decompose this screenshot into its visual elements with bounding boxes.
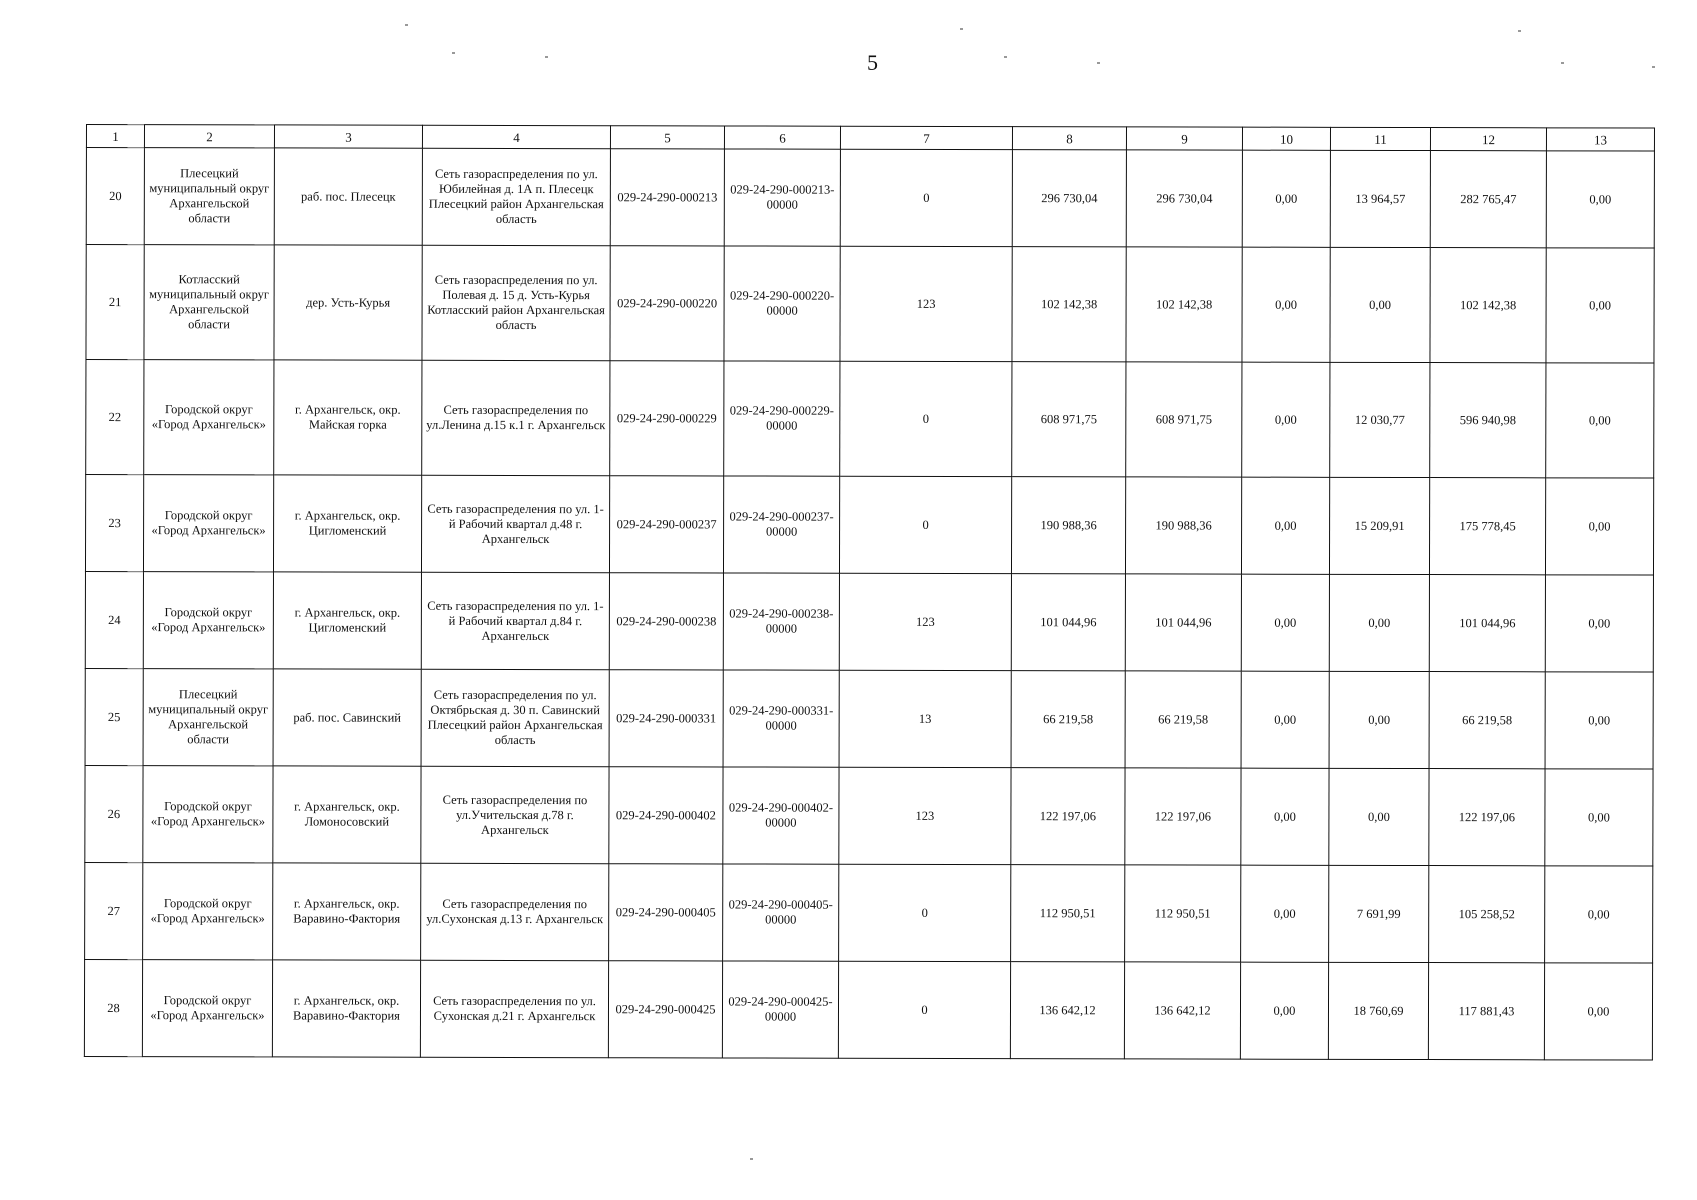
col7-cell: 0	[840, 361, 1012, 476]
row-number: 20	[86, 148, 144, 245]
assets-table	[84, 124, 1655, 1061]
col-header: 13	[1546, 128, 1654, 151]
col10-value-cell: 0,00	[1241, 671, 1329, 768]
account-number-cell: 029-24-290-000425-00000	[722, 961, 838, 1058]
col7-cell: 123	[839, 573, 1011, 670]
col9-value-cell: 66 219,58	[1125, 671, 1241, 768]
row-number: 26	[85, 765, 143, 862]
col-header: 4	[422, 125, 610, 148]
col11-value-cell: 0,00	[1329, 768, 1429, 865]
col10-value-cell: 0,00	[1242, 362, 1330, 477]
col13-value-cell: 0,00	[1545, 575, 1653, 672]
scan-speck	[1004, 56, 1007, 58]
col13-value-cell: 0,00	[1545, 769, 1653, 866]
object-name-cell: Сеть газораспределения по ул. 1-й Рабочий квартал д.84 г. Архангельск	[421, 572, 609, 669]
inventory-number-cell: 029-24-290-000238	[609, 573, 723, 670]
col10-value-cell: 0,00	[1241, 768, 1329, 865]
table-row	[85, 862, 1653, 963]
col7-cell: 0	[839, 476, 1011, 573]
scan-speck	[405, 24, 408, 26]
inventory-number-cell: 029-24-290-000405	[609, 864, 723, 961]
col12-value-cell: 102 142,38	[1430, 248, 1546, 363]
object-name-cell: Сеть газораспределения по ул.Сухонская д.13 г. Архангельск	[421, 863, 609, 960]
col12-value-cell: 596 940,98	[1430, 363, 1546, 478]
col-header: 7	[840, 126, 1012, 149]
col8-value-cell: 122 197,06	[1011, 768, 1125, 865]
scan-speck	[1097, 62, 1100, 64]
object-name-cell: Сеть газораспределения по ул. Юбилейная д. 1А п. Плесецк Плесецкий район Архангельская область	[422, 148, 610, 245]
locality-cell: г. Архангельск, окр. Варавино-Фактория	[273, 863, 421, 960]
col7-cell: 0	[838, 961, 1010, 1058]
inventory-number-cell: 029-24-290-000331	[609, 670, 723, 767]
page-number: 5	[867, 50, 878, 75]
row-number: 24	[85, 572, 143, 669]
scan-speck	[545, 56, 548, 58]
col9-value-cell: 190 988,36	[1125, 477, 1241, 574]
table-row	[85, 572, 1653, 673]
col10-value-cell: 0,00	[1240, 962, 1328, 1059]
col8-value-cell: 296 730,04	[1012, 150, 1126, 247]
object-name-cell: Сеть газораспределения по ул. 1-й Рабочий квартал д.48 г. Архангельск	[421, 475, 609, 572]
row-number: 22	[86, 360, 144, 475]
col13-value-cell: 0,00	[1545, 866, 1653, 963]
col13-value-cell: 0,00	[1546, 248, 1654, 363]
account-number-cell: 029-24-290-000331-00000	[723, 670, 839, 767]
col8-value-cell: 608 971,75	[1012, 362, 1126, 477]
locality-cell: раб. пос. Плесецк	[274, 148, 422, 245]
row-number: 27	[85, 862, 143, 959]
col-header: 9	[1126, 127, 1242, 150]
scan-speck	[960, 28, 963, 30]
col12-value-cell: 122 197,06	[1429, 769, 1545, 866]
locality-cell: дер. Усть-Курья	[274, 245, 422, 360]
col-header: 11	[1330, 127, 1430, 150]
col13-value-cell: 0,00	[1546, 363, 1654, 478]
inventory-number-cell: 029-24-290-000229	[610, 361, 724, 476]
table-row	[85, 668, 1653, 769]
municipality-cell: Городской округ «Город Архангельск»	[142, 960, 272, 1057]
municipality-cell: Городской округ «Город Архангельск»	[143, 572, 273, 669]
col9-value-cell: 112 950,51	[1125, 865, 1241, 962]
account-number-cell: 029-24-290-000405-00000	[723, 864, 839, 961]
municipality-cell: Котласский муниципальный округ Архангельской области	[144, 245, 274, 360]
object-name-cell: Сеть газораспределения по ул. Сухонская д.21 г. Архангельск	[420, 960, 608, 1057]
col-header: 3	[274, 125, 422, 148]
col11-value-cell: 7 691,99	[1329, 865, 1429, 962]
object-name-cell: Сеть газораспределения по ул. Октябрьская д. 30 п. Савинский Плесецкий район Архангельская область	[421, 669, 609, 766]
account-number-cell: 029-24-290-000402-00000	[723, 767, 839, 864]
col13-value-cell: 0,00	[1544, 963, 1652, 1060]
col11-value-cell: 0,00	[1330, 247, 1430, 362]
object-name-cell: Сеть газораспределения по ул.Ленина д.15 к.1 г. Архангельск	[422, 360, 610, 475]
locality-cell: г. Архангельск, окр. Ломоносовский	[273, 766, 421, 863]
col11-value-cell: 18 760,69	[1328, 962, 1428, 1059]
inventory-number-cell: 029-24-290-000237	[609, 476, 723, 573]
municipality-cell: Городской округ «Город Архангельск»	[143, 863, 273, 960]
col10-value-cell: 0,00	[1241, 865, 1329, 962]
table-row	[86, 245, 1654, 364]
locality-cell: г. Архангельск, окр. Цигломенский	[273, 475, 421, 572]
account-number-cell: 029-24-290-000229-00000	[724, 361, 840, 476]
locality-cell: г. Архангельск, окр. Майская горка	[274, 360, 422, 475]
col8-value-cell: 102 142,38	[1012, 247, 1126, 362]
col10-value-cell: 0,00	[1241, 574, 1329, 671]
col8-value-cell: 101 044,96	[1011, 574, 1125, 671]
col-header: 6	[724, 126, 840, 149]
municipality-cell: Плесецкий муниципальный округ Архангельской области	[143, 669, 273, 766]
locality-cell: г. Архангельск, окр. Варавино-Фактория	[272, 960, 420, 1057]
col9-value-cell: 136 642,12	[1124, 962, 1240, 1059]
col8-value-cell: 66 219,58	[1011, 671, 1125, 768]
col11-value-cell: 12 030,77	[1330, 362, 1430, 477]
row-number: 25	[85, 668, 143, 765]
scan-speck	[1652, 66, 1655, 68]
col12-value-cell: 175 778,45	[1429, 478, 1545, 575]
row-number: 23	[85, 475, 143, 572]
inventory-number-cell: 029-24-290-000213	[610, 149, 724, 246]
inventory-number-cell: 029-24-290-000220	[610, 246, 724, 361]
col7-cell: 0	[840, 149, 1012, 246]
row-number: 28	[84, 959, 142, 1056]
scan-speck	[452, 52, 455, 54]
scan-speck	[1561, 62, 1564, 64]
col9-value-cell: 608 971,75	[1126, 362, 1242, 477]
col10-value-cell: 0,00	[1242, 150, 1330, 247]
account-number-cell: 029-24-290-000213-00000	[724, 149, 840, 246]
municipality-cell: Городской округ «Город Архангельск»	[143, 766, 273, 863]
col9-value-cell: 296 730,04	[1126, 150, 1242, 247]
col11-value-cell: 13 964,57	[1330, 150, 1430, 247]
account-number-cell: 029-24-290-000220-00000	[724, 246, 840, 361]
col9-value-cell: 102 142,38	[1126, 247, 1242, 362]
col7-cell: 123	[839, 767, 1011, 864]
object-name-cell: Сеть газораспределения по ул.Учительская д.78 г. Архангельск	[421, 766, 609, 863]
col13-value-cell: 0,00	[1546, 151, 1654, 248]
col10-value-cell: 0,00	[1241, 477, 1329, 574]
locality-cell: раб. пос. Савинский	[273, 669, 421, 766]
col12-value-cell: 282 765,47	[1430, 151, 1546, 248]
municipality-cell: Плесецкий муниципальный округ Архангельской области	[144, 148, 274, 245]
municipality-cell: Городской округ «Город Архангельск»	[143, 475, 273, 572]
table-row	[85, 765, 1653, 866]
col7-cell: 13	[839, 670, 1011, 767]
row-number: 21	[86, 245, 144, 360]
col7-cell: 0	[839, 864, 1011, 961]
col-header: 5	[610, 126, 724, 149]
inventory-number-cell: 029-24-290-000402	[609, 767, 723, 864]
table-body	[84, 148, 1654, 1061]
col11-value-cell: 15 209,91	[1329, 477, 1429, 574]
col12-value-cell: 66 219,58	[1429, 672, 1545, 769]
col-header: 10	[1242, 127, 1330, 150]
locality-cell: г. Архангельск, окр. Цигломенский	[273, 572, 421, 669]
col10-value-cell: 0,00	[1242, 247, 1330, 362]
col13-value-cell: 0,00	[1545, 478, 1653, 575]
col9-value-cell: 101 044,96	[1125, 574, 1241, 671]
inventory-number-cell: 029-24-290-000425	[608, 961, 722, 1058]
account-number-cell: 029-24-290-000237-00000	[723, 476, 839, 573]
col-header: 8	[1012, 127, 1126, 150]
col-header: 2	[144, 125, 274, 148]
table-row	[84, 959, 1652, 1060]
col12-value-cell: 101 044,96	[1429, 575, 1545, 672]
account-number-cell: 029-24-290-000238-00000	[723, 573, 839, 670]
scan-speck	[750, 1158, 753, 1160]
object-name-cell: Сеть газораспределения по ул. Полевая д. 15 д. Усть-Курья Котласский район Архангельская область	[422, 245, 610, 360]
col12-value-cell: 117 881,43	[1428, 963, 1544, 1060]
table-row	[85, 475, 1653, 576]
col9-value-cell: 122 197,06	[1125, 768, 1241, 865]
col8-value-cell: 190 988,36	[1011, 477, 1125, 574]
table-row	[86, 360, 1654, 479]
col7-cell: 123	[840, 246, 1012, 361]
scan-speck	[1518, 30, 1521, 32]
col-header: 12	[1430, 128, 1546, 151]
col-header: 1	[86, 125, 144, 148]
col12-value-cell: 105 258,52	[1429, 866, 1545, 963]
table-row	[86, 148, 1654, 249]
municipality-cell: Городской округ «Город Архангельск»	[144, 360, 274, 475]
col11-value-cell: 0,00	[1329, 671, 1429, 768]
col8-value-cell: 112 950,51	[1011, 865, 1125, 962]
col13-value-cell: 0,00	[1545, 672, 1653, 769]
col11-value-cell: 0,00	[1329, 574, 1429, 671]
col8-value-cell: 136 642,12	[1010, 962, 1124, 1059]
